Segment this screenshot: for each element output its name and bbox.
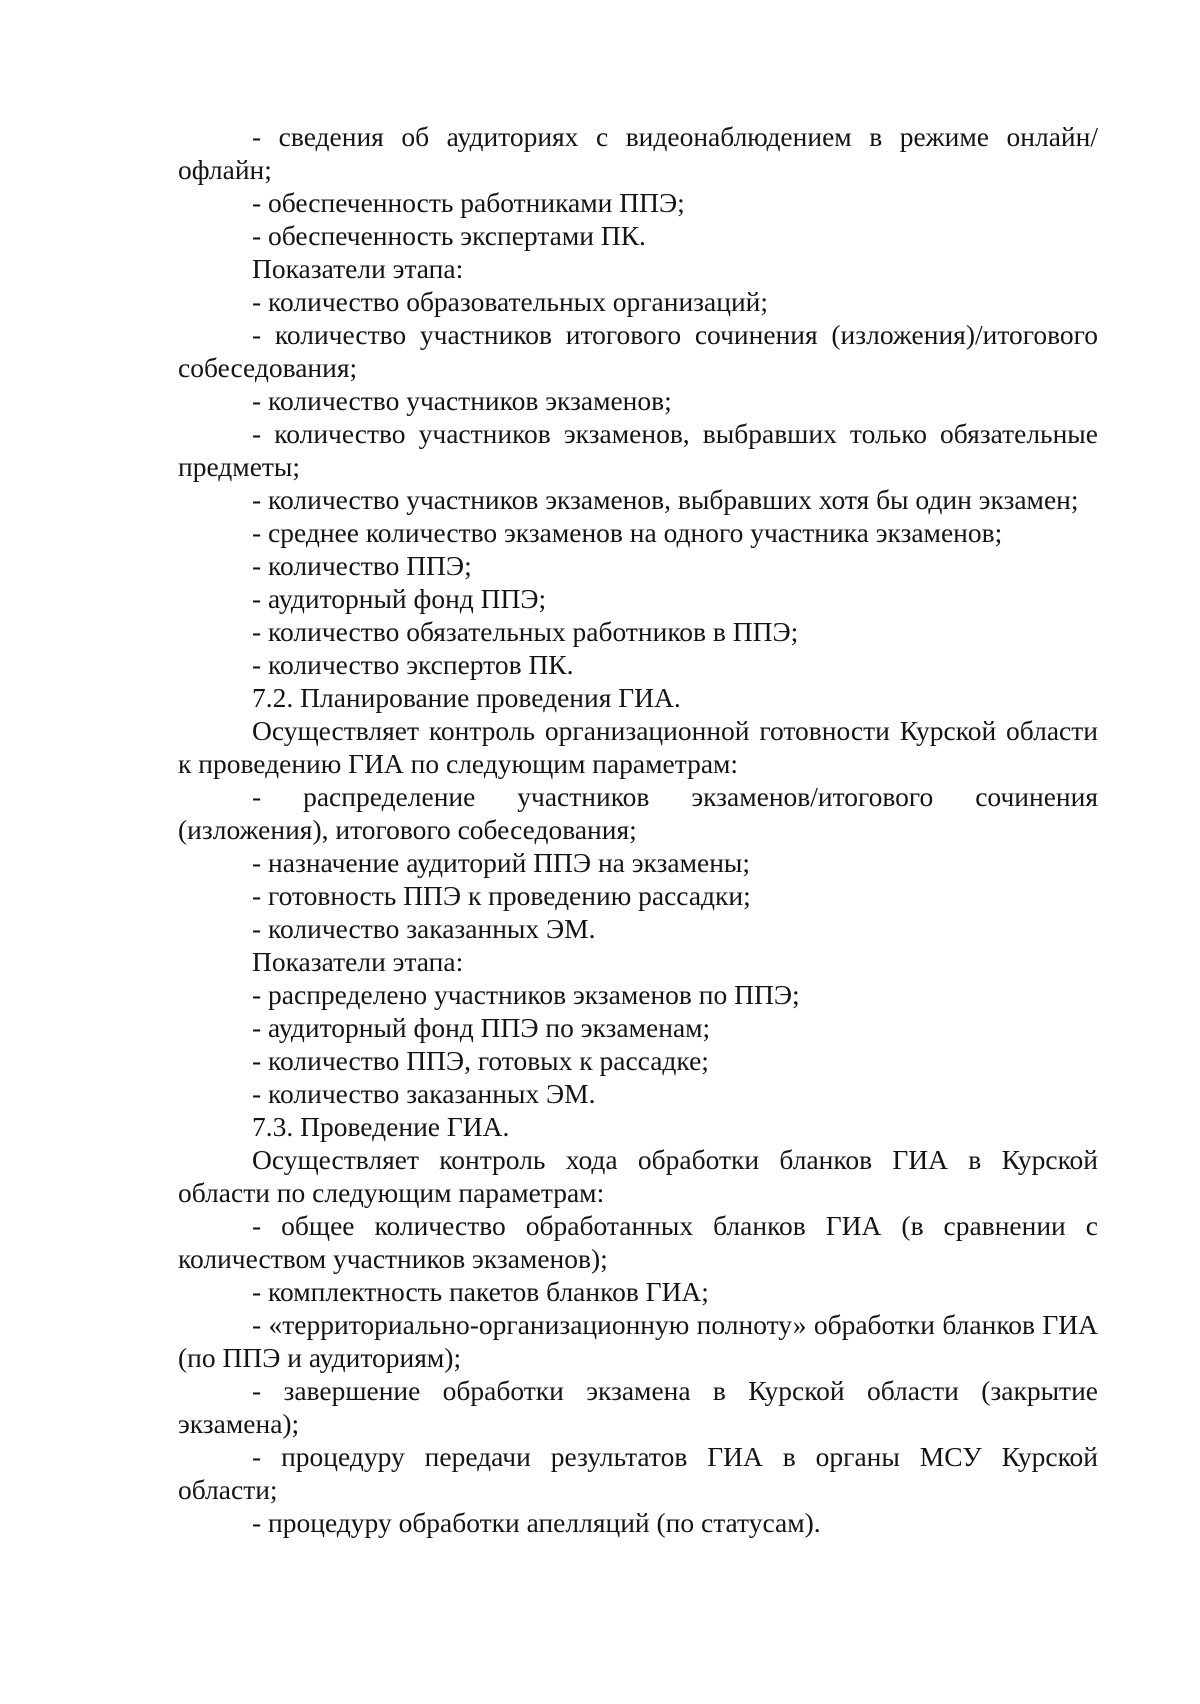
paragraph-appeals-processing: - процедуру обработки апелляций (по статусам). bbox=[252, 1507, 821, 1538]
paragraph-at-least-one: - количество участников экзаменов, выбравших хотя бы один экзамен; bbox=[252, 484, 1079, 515]
document-body bbox=[178, 120, 1098, 1539]
paragraph-rooms-by-exam: - аудиторный фонд ППЭ по экзаменам; bbox=[252, 1012, 711, 1043]
section-heading-7-2: 7.2. Планирование проведения ГИА. bbox=[252, 682, 681, 713]
paragraph-processing-control: Осуществляет контроль хода обработки бланков ГИА в Курской области по следующим параметрам: bbox=[178, 1144, 1098, 1208]
paragraph-experts-count: - количество экспертов ПК. bbox=[252, 649, 574, 680]
paragraph-ordered-materials: - количество заказанных ЭМ. bbox=[252, 913, 596, 944]
paragraph-packet-completeness: - комплектность пакетов бланков ГИА; bbox=[252, 1276, 709, 1307]
paragraph-exam-participants: - количество участников экзаменов; bbox=[252, 385, 672, 416]
paragraph-distributed-participants: - распределено участников экзаменов по ППЭ; bbox=[252, 979, 800, 1010]
paragraph-edu-orgs-count: - количество образовательных организаций; bbox=[252, 286, 769, 317]
paragraph-results-transfer: - процедуру передачи результатов ГИА в органы МСУ Курской области; bbox=[178, 1441, 1098, 1505]
paragraph-ppe-staff: - обеспеченность работниками ППЭ; bbox=[252, 187, 685, 218]
paragraph-room-assignment: - назначение аудиторий ППЭ на экзамены; bbox=[252, 847, 751, 878]
paragraph-mandatory-workers: - количество обязательных работников в ППЭ; bbox=[252, 616, 799, 647]
paragraph-territorial-completeness: - «территориально-организационную полноту» обработки бланков ГИА (по ППЭ и аудиториям); bbox=[178, 1309, 1098, 1373]
paragraph-stage-indicators-heading: Показатели этапа: bbox=[252, 253, 464, 284]
paragraph-ppe-count: - количество ППЭ; bbox=[252, 550, 472, 581]
paragraph-pk-experts: - обеспеченность экспертами ПК. bbox=[252, 220, 646, 251]
paragraph-videosurveillance: - сведения об аудиториях с видеонаблюдением в режиме онлайн/офлайн; bbox=[178, 121, 1098, 185]
paragraph-mandatory-only: - количество участников экзаменов, выбравших только обязательные предметы; bbox=[178, 418, 1098, 482]
paragraph-ordered-materials-2: - количество заказанных ЭМ. bbox=[252, 1078, 596, 1109]
paragraph-average-exams: - среднее количество экзаменов на одного участника экзаменов; bbox=[252, 517, 1003, 548]
paragraph-seating-readiness: - готовность ППЭ к проведению рассадки; bbox=[252, 880, 751, 911]
section-heading-7-3: 7.3. Проведение ГИА. bbox=[252, 1111, 510, 1142]
paragraph-processed-forms: - общее количество обработанных бланков ГИА (в сравнении с количеством участников экзаменов); bbox=[178, 1210, 1098, 1274]
paragraph-ppe-ready: - количество ППЭ, готовых к рассадке; bbox=[252, 1045, 709, 1076]
paragraph-essay-participants: - количество участников итогового сочинения (изложения)/итогового собеседования; bbox=[178, 319, 1098, 383]
paragraph-participant-distribution: - распределение участников экзаменов/итогового сочинения (изложения), итогового собеседования; bbox=[178, 781, 1098, 845]
paragraph-ppe-rooms: - аудиторный фонд ППЭ; bbox=[252, 583, 547, 614]
paragraph-exam-closing: - завершение обработки экзамена в Курской области (закрытие экзамена); bbox=[178, 1375, 1098, 1439]
paragraph-stage-indicators-heading-2: Показатели этапа: bbox=[252, 946, 464, 977]
paragraph-readiness-control: Осуществляет контроль организационной готовности Курской области к проведению ГИА по следующим параметрам: bbox=[178, 715, 1098, 779]
